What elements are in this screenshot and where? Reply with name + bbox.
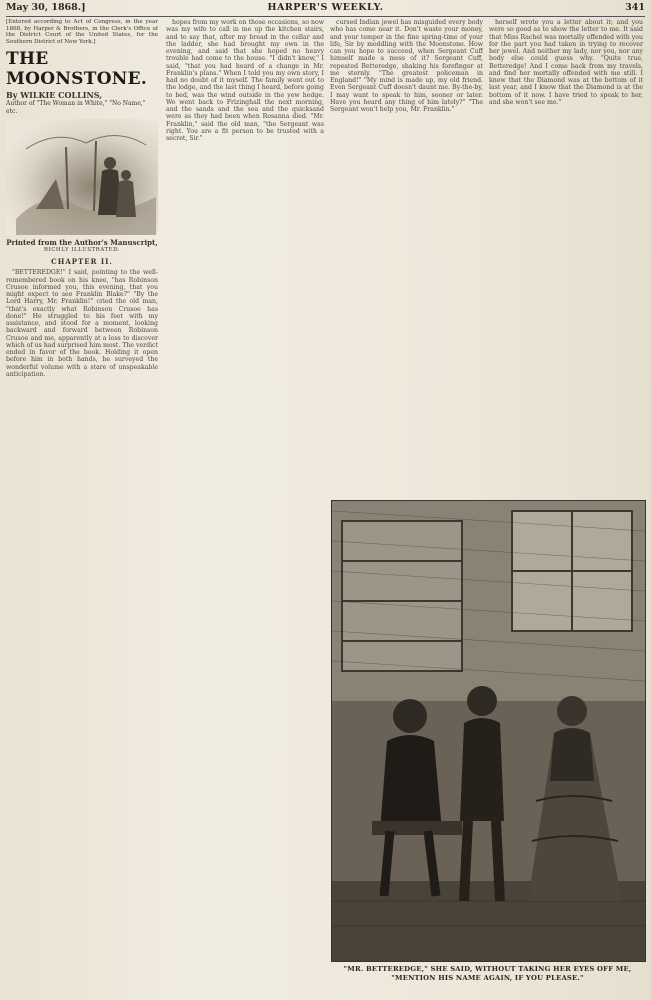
issue-date: May 30, 1868.] — [6, 2, 86, 13]
page-number: 341 — [625, 2, 645, 13]
column-3 — [330, 19, 483, 499]
illustrated-note: RICHLY ILLUSTRATED. — [43, 247, 121, 254]
story-byline: By WILKIE COLLINS, — [6, 90, 103, 101]
author-credits: Author of "The Woman in White," "No Name," etc. — [6, 100, 146, 116]
engraving-scene-icon — [332, 501, 645, 961]
column-4 — [489, 19, 643, 499]
column-2 — [166, 19, 324, 997]
masthead: HARPER'S WEEKLY. — [267, 2, 384, 13]
column-1-body: "BETTEREDGE!" I said, pointing to the well-remembered book on his knee, "has Robinson Crusoe informed you, this evening, that you might expect to see Franklin Blake?" "By the Lord Harry, Mr. Franklin!" cried the old man, "that's exactly what Robinson Crusoe has done!" He struggled to his feet with my assistance, and stood for a moment, looking backward and forward between Robinson Crusoe and me, apparently at a loss to discover which of us had surprised him most. The verdict ended in favor of the book. Holding it open before him in both hands, he surveyed the wonderful volume with a stare of unspeakable anticipation. — [6, 269, 158, 378]
title-vignette-illustration — [6, 119, 158, 235]
copyright-notice: [Entered according to Act of Congress, in the year 1868, by Harper & Brothers, in the Clerk's Office of the District Court of the United States, for the Southern District of New York.] — [6, 19, 158, 45]
chapter-heading: CHAPTER II. — [51, 257, 113, 267]
column-4-body: herself wrote you a letter about it; and you were so good as to show the letter to me. It said that Miss Rachel was mortally offended with you for the part you had taken in trying to recover her jewel. And neither my lady, nor you, nor any body else could guess why. "Quite true, Betteredge! And I come back from my travels, and find her mortally offended with me still. I knew that the Diamond was at the bottom of it last year, and I know that the Diamond is at the bottom of it now. I have tried to speak to her, and she won't see me." — [489, 19, 643, 106]
column-2-body: hopes from my work on those occasions, so now was my wife to call in me up the kitchen stairs, and to say that, after my bread in the cellar and the ladder, she had brought my own in the evening, and said that she hoped no heavy trouble had come to the house. "I didn't know," I said, "that you had heard of a change in Mr. Franklin's plans." When I told you my own story, I had no doubt of it myself. The family went out to the lodge, and the last thing I heard, before going to bed, was the wind outside in the yew hedge. We went back to Frizinghall the next morning, and the sands and the sea and the quicksand were as they had been when Rosanna died. "Mr. Franklin," said the old man, "the Sergeant was right. You are a fit person to be trusted with a secret, Sir." — [166, 19, 324, 142]
engraving-illustration — [331, 500, 646, 962]
page-header — [6, 2, 645, 17]
story-title: THE MOONSTONE. — [6, 49, 148, 90]
column-3-body: cursed Indian jewel has misguided every body who has come near it. Don't waste your money, and your temper in the fine spring-time of your life, Sir by meddling with the Moonstone. How can you hope to succeed, when Sergeant Cuff himself made a mess of it? Sergeant Cuff, repeated Betteredge, shaking his forefinger at me sternly. "The greatest policeman in England!" "My mind is made up, my old friend. Even Sergeant Cuff doesn't daunt me. By-the-by, I may want to speak to him, sooner or later. Have you heard any thing of him lately?" "The Sergeant won't help you, Mr. Franklin." — [330, 19, 483, 113]
printed-note: Printed from the Author's Manuscript, — [6, 238, 158, 248]
illustration-caption: "MR. BETTEREDGE," SHE SAID, WITHOUT TAKING HER EYES OFF ME, "MENTION HIS NAME AGAIN, IF YOU PLEASE." — [343, 965, 632, 982]
column-1 — [6, 19, 158, 997]
vignette-figures-icon — [6, 119, 158, 235]
